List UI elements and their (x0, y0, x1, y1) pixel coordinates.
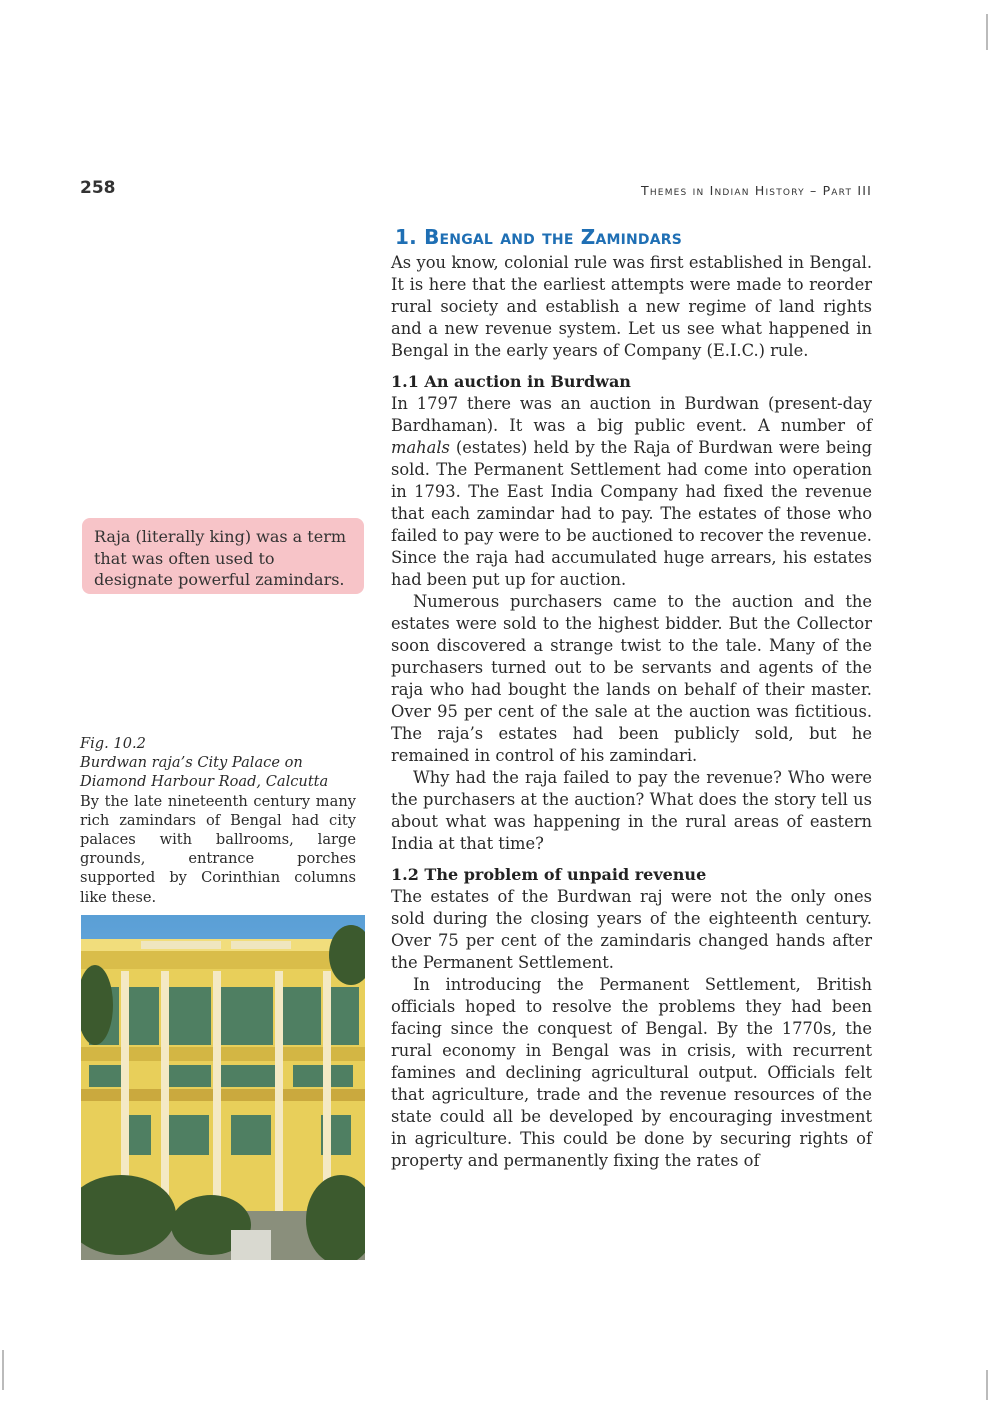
palace-photo (81, 915, 365, 1260)
raja-definition-box: Raja (literally king) was a term that was often used to designate powerful zamindars. (82, 518, 364, 594)
figure-description: By the late nineteenth century many rich zamindars of Bengal had city palaces with ballrooms, large grounds, entrance porches supported by Corinthian columns like these. (80, 792, 356, 906)
paragraph-revenue-1: The estates of the Burdwan raj were not the only ones sold during the closing years of the eighteenth century. Over 75 per cent of the zamindaris changed hands after the Permanent Settlement. (391, 887, 872, 972)
paragraph-revenue-2: In introducing the Permanent Settlement, British officials hoped to resolve the problems they had been facing since the conquest of Bengal. By the 1770s, the rural economy in Bengal was in crisis, with recurrent famines and declining agricultural output. Officials felt that agriculture, trade and the revenue resources of the state could all be developed by encouraging investment in agriculture. This could be done by securing rights of property and permanently fixing the rates of (391, 975, 872, 1170)
left-edge-mark-bottom (2, 1350, 4, 1390)
section-title: 1. Bengal and the Zamindars (395, 225, 683, 249)
right-edge-mark-top (986, 14, 988, 50)
running-head: Themes in Indian History – Part III (641, 183, 872, 198)
page-number: 258 (80, 178, 116, 198)
main-column (391, 226, 872, 1172)
right-edge-mark-bottom (986, 1370, 988, 1400)
figure-label: Fig. 10.2 (80, 735, 146, 752)
figure-caption (80, 734, 356, 907)
paragraph-auction-3: Why had the raja failed to pay the revenue? Who were the purchasers at the auction? What does the story tell us about what was happening in the rural areas of eastern India at that time? (391, 768, 872, 853)
intro-paragraph: As you know, colonial rule was first established in Bengal. It is here that the earliest attempts were made to reorder rural society and establish a new regime of land rights and a new revenue system. Let us see what happened in Bengal in the early years of Company (E.I.C.) rule. (391, 253, 872, 360)
subsection-heading-revenue: 1.2 The problem of unpaid revenue (391, 865, 707, 884)
subsection-heading-auction: 1.1 An auction in Burdwan (391, 372, 631, 391)
paragraph-auction-2: Numerous purchasers came to the auction and the estates were sold to the highest bidder. But the Collector soon discovered a strange twist to the tale. Many of the purchasers turned out to be servants and agents of the raja who had bought the lands on behalf of their master. Over 95 per cent of the sale at the auction was fictitious. The raja’s estates had been publicly sold, but he remained in control of his zamindari. (391, 592, 872, 765)
paragraph-auction-1: In 1797 there was an auction in Burdwan (present-day Bardhaman). It was a big public event. A number of mahals (estates) held by the Raja of Burdwan were being sold. The Permanent Settlement had come into operation in 1793. The East India Company had fixed the revenue that each zamindar had to pay. The estates of those who failed to pay were to be auctioned to recover the revenue. Since the raja had accumulated huge arrears, his estates had been put up for auction. (391, 394, 872, 589)
figure-title: Burdwan raja’s City Palace on Diamond Harbour Road, Calcutta (80, 754, 329, 791)
